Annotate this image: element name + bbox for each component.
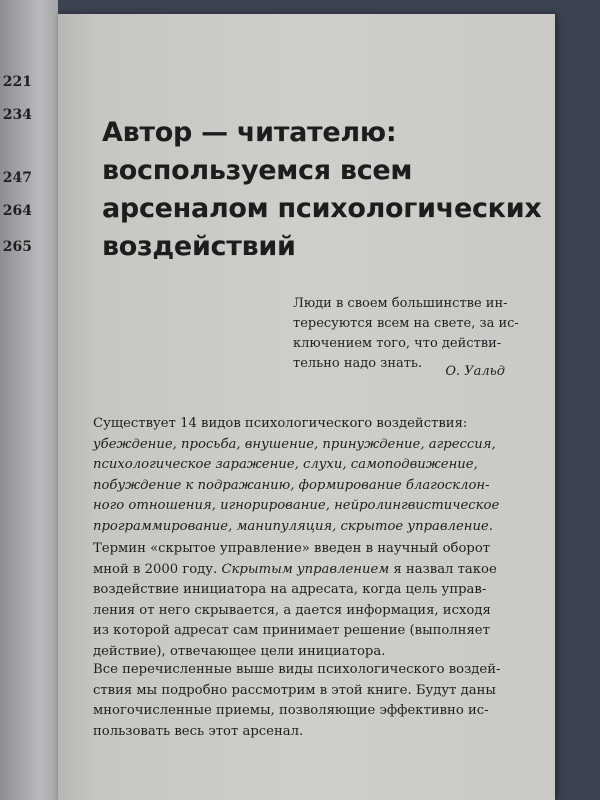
left-page-number: 265 <box>2 239 32 255</box>
title-line: Автор — читателю: <box>102 117 397 148</box>
text-line: действие), отвечающее цели инициатора. <box>93 643 386 659</box>
italic-text: ного отношения, игнорирование, нейролингвистическое <box>93 498 500 513</box>
italic-term: Скрытым управлением <box>221 561 390 577</box>
italic-text: программирование, манипуляция, скрытое управление. <box>93 518 493 534</box>
epigraph-author: О. Уальд <box>445 364 505 379</box>
text-line: ления от него скрывается, а дается информация, исходя <box>93 602 491 618</box>
text-line: воздействие инициатора на адресата, когда цель управ- <box>93 582 487 597</box>
paragraph-types <box>93 414 533 537</box>
text-line: Все перечисленные выше виды психологического воздей- <box>93 662 501 677</box>
chapter-title <box>102 114 542 266</box>
epigraph-line: Люди в своем большинстве ин- <box>293 296 508 311</box>
text-line: многочисленные приемы, позволяющие эффективно ис- <box>93 703 489 718</box>
italic-text: психологическое заражение, слухи, самоподвижение, <box>93 457 478 472</box>
text-fragment: я назвал такое <box>389 561 497 577</box>
book-page <box>58 14 555 800</box>
paragraph-definition <box>93 539 533 662</box>
left-page-number: 264 <box>2 203 32 219</box>
text-line: из которой адресат сам принимает решение (выполняет <box>93 623 490 638</box>
left-page-edge <box>0 0 58 800</box>
left-page-number: 221 <box>2 74 32 90</box>
epigraph-line: тересуются всем на свете, за ис- <box>293 316 519 331</box>
epigraph-line: тельно надо знать. <box>293 356 423 371</box>
epigraph-line: ключением того, что действи- <box>293 336 502 351</box>
text-line: пользовать весь этот арсенал. <box>93 723 304 739</box>
text-line: ствия мы подробно рассмотрим в этой книге. Будут даны <box>93 682 496 698</box>
title-line: воспользуемся всем <box>102 155 413 186</box>
text-line: Термин «скрытое управление» введен в научный оборот <box>93 541 491 556</box>
title-line: воздействий <box>102 231 296 262</box>
paragraph-summary <box>93 660 533 742</box>
text-line: Существует 14 видов психологического воздействия: <box>93 416 468 431</box>
left-page-number: 247 <box>2 170 32 186</box>
title-line: арсеналом психологических <box>102 193 542 224</box>
epigraph <box>293 294 518 374</box>
left-page-number: 234 <box>2 107 32 123</box>
italic-text: побуждение к подражанию, формирование благосклон- <box>93 477 490 493</box>
text-fragment: мной в 2000 году. <box>93 561 222 577</box>
italic-text: убеждение, просьба, внушение, принуждение, агрессия, <box>93 436 496 452</box>
